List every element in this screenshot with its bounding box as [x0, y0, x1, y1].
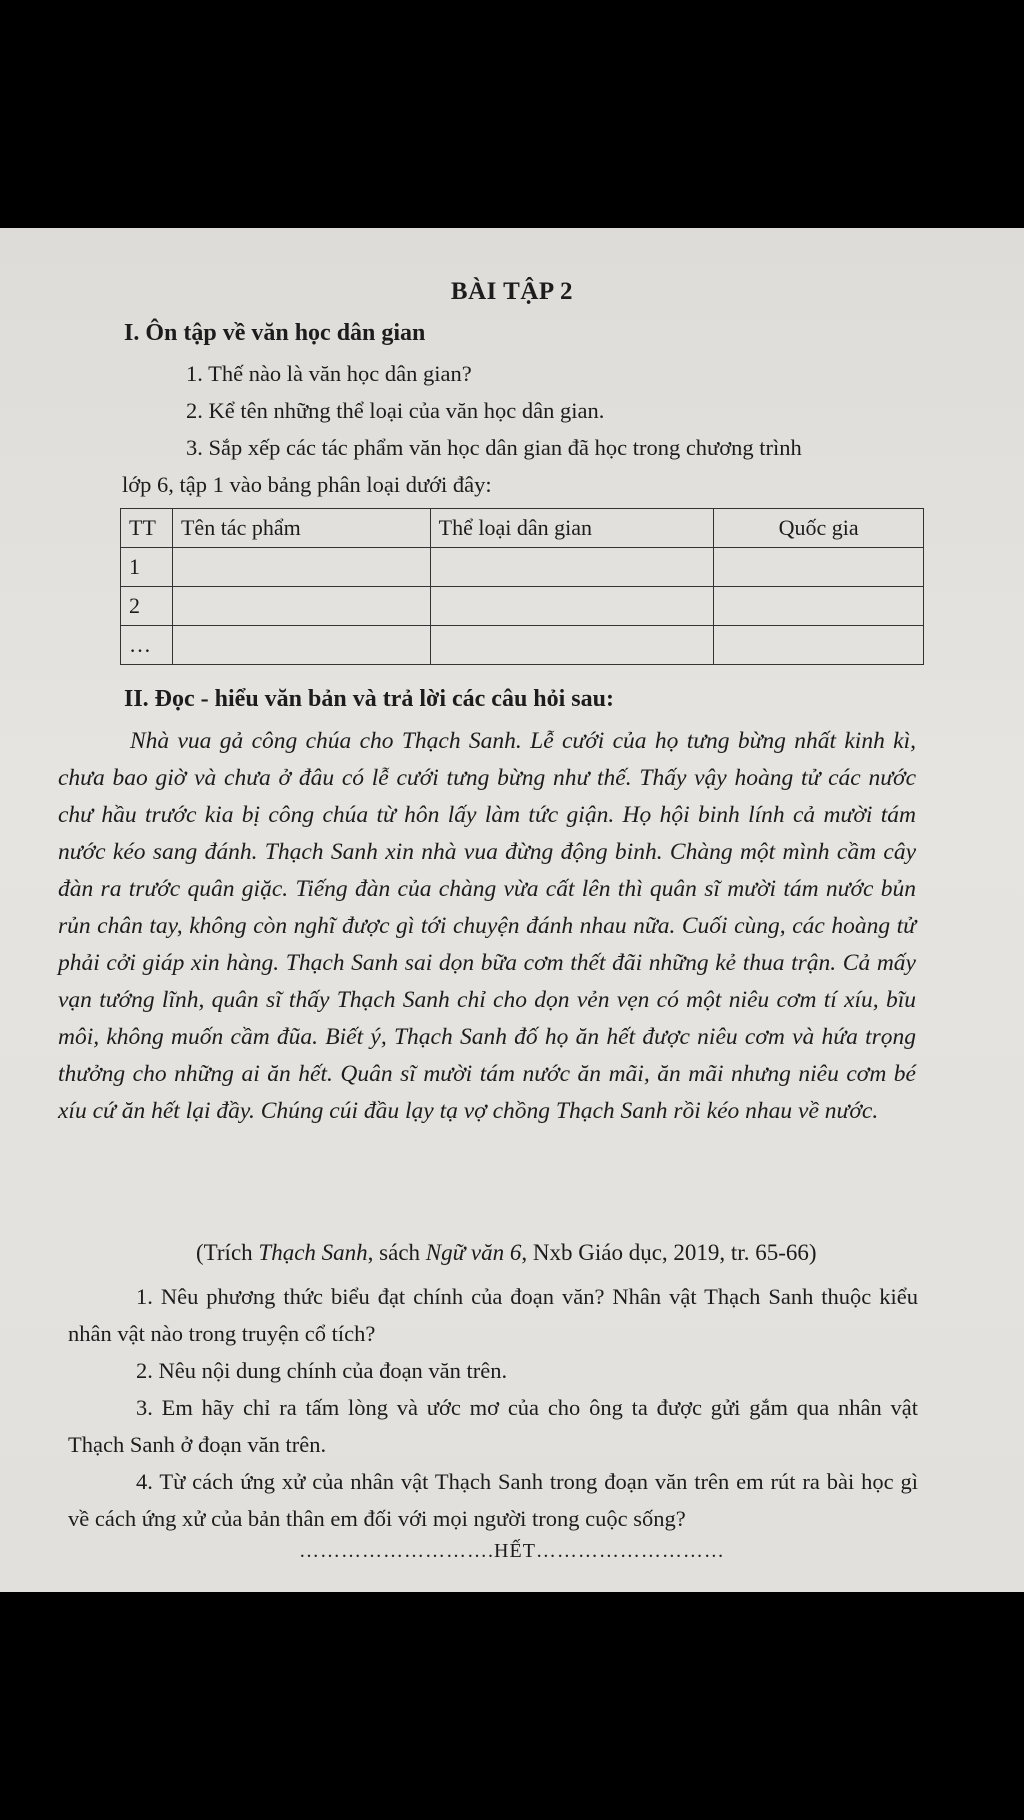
- table-cell-tt: 2: [121, 587, 173, 626]
- citation-text: , Nxb Giáo dục, 2019, tr. 65-66): [521, 1240, 817, 1265]
- section-2-question-3: 3. Em hãy chỉ ra tấm lòng và ước mơ của cho ông ta được gửi gắm qua nhân vật Thạch Sanh ở đoạn văn trên.: [68, 1395, 918, 1457]
- citation-book-title: Ngữ văn 6: [425, 1240, 522, 1265]
- table-cell: [714, 548, 924, 587]
- table-cell: [172, 626, 430, 665]
- table-header-row: [121, 509, 924, 548]
- table-cell: [430, 587, 714, 626]
- section-2-question-4: 4. Từ cách ứng xử của nhân vật Thạch Sanh trong đoạn văn trên em rút ra bài học gì về cách ứng xử của bản thân em đối với mọi người trong cuộc sống?: [68, 1469, 918, 1531]
- section-1-question-3: 3. Sắp xếp các tác phẩm văn học dân gian đã học trong chương trình: [186, 435, 802, 460]
- passage-citation: [196, 1240, 817, 1266]
- table-cell: [714, 626, 924, 665]
- table-cell: [172, 548, 430, 587]
- section-2-question-1: 1. Nêu phương thức biểu đạt chính của đoạn văn? Nhân vật Thạch Sanh thuộc kiểu nhân vật nào trong truyện cổ tích?: [68, 1284, 918, 1346]
- table-cell: [172, 587, 430, 626]
- page-title: BÀI TẬP 2: [450, 278, 574, 305]
- citation-text: , sách: [367, 1240, 426, 1265]
- table-cell-tt: …: [121, 626, 173, 665]
- section-1-heading: I. Ôn tập về văn học dân gian: [124, 320, 426, 346]
- table-header-cell: Tên tác phẩm: [172, 509, 430, 548]
- table-row: [121, 626, 924, 665]
- table-cell: [430, 548, 714, 587]
- citation-text: (Trích: [196, 1240, 259, 1265]
- table-cell-tt: 1: [121, 548, 173, 587]
- section-1-question-1: 1. Thế nào là văn học dân gian?: [186, 361, 472, 386]
- end-marker: ……………………….HẾT………………………: [299, 1540, 725, 1562]
- section-1-question-3-continued: lớp 6, tập 1 vào bảng phân loại dưới đây:: [122, 472, 492, 497]
- table-header-cell: TT: [121, 509, 173, 548]
- table-cell: [714, 587, 924, 626]
- section-2-heading: II. Đọc - hiểu văn bản và trả lời các câu hỏi sau:: [124, 686, 614, 712]
- table-header-cell: Thể loại dân gian: [430, 509, 714, 548]
- table-row: [121, 587, 924, 626]
- section-2-question-2: 2. Nêu nội dung chính của đoạn văn trên.: [136, 1358, 508, 1383]
- reading-passage: Nhà vua gả công chúa cho Thạch Sanh. Lễ cưới của họ tưng bừng nhất kinh kì, chưa bao giờ và chưa ở đâu có lễ cưới tưng bừng như thế. Thấy vậy hoàng tử các nước chư hầu trước kia bị công chúa từ hôn lấy làm tức giận. Họ hội binh lính cả mười tám nước kéo sang đánh. Thạch Sanh xin nhà vua đừng động binh. Chàng một mình cầm cây đàn ra trước quân giặc. Tiếng đàn của chàng vừa cất lên thì quân sĩ mười tám nước bủn rủn chân tay, không còn nghĩ được gì tới chuyện đánh nhau nữa. Cuối cùng, các hoàng tử phải cởi giáp xin hàng. Thạch Sanh sai dọn bữa cơm thết đãi những kẻ thua trận. Cả mấy vạn tướng lĩnh, quân sĩ thấy Thạch Sanh chỉ cho dọn vẻn vẹn có một niêu cơm tí xíu, bĩu môi, không muốn cầm đũa. Biết ý, Thạch Sanh đố họ ăn hết được niêu cơm và hứa trọng thưởng cho những ai ăn hết. Quân sĩ mười tám nước ăn mãi, ăn mãi nhưng niêu cơm bé xíu cứ ăn hết lại đầy. Chúng cúi đầu lạy tạ vợ chồng Thạch Sanh rồi kéo nhau về nước.: [58, 728, 916, 1124]
- classification-table: [120, 508, 924, 665]
- worksheet-page: [0, 228, 1024, 1592]
- table-cell: [430, 626, 714, 665]
- table-header-cell: Quốc gia: [714, 509, 924, 548]
- citation-work-title: Thạch Sanh: [258, 1240, 368, 1265]
- section-1-question-2: 2. Kể tên những thể loại của văn học dân gian.: [186, 398, 605, 423]
- table-row: [121, 548, 924, 587]
